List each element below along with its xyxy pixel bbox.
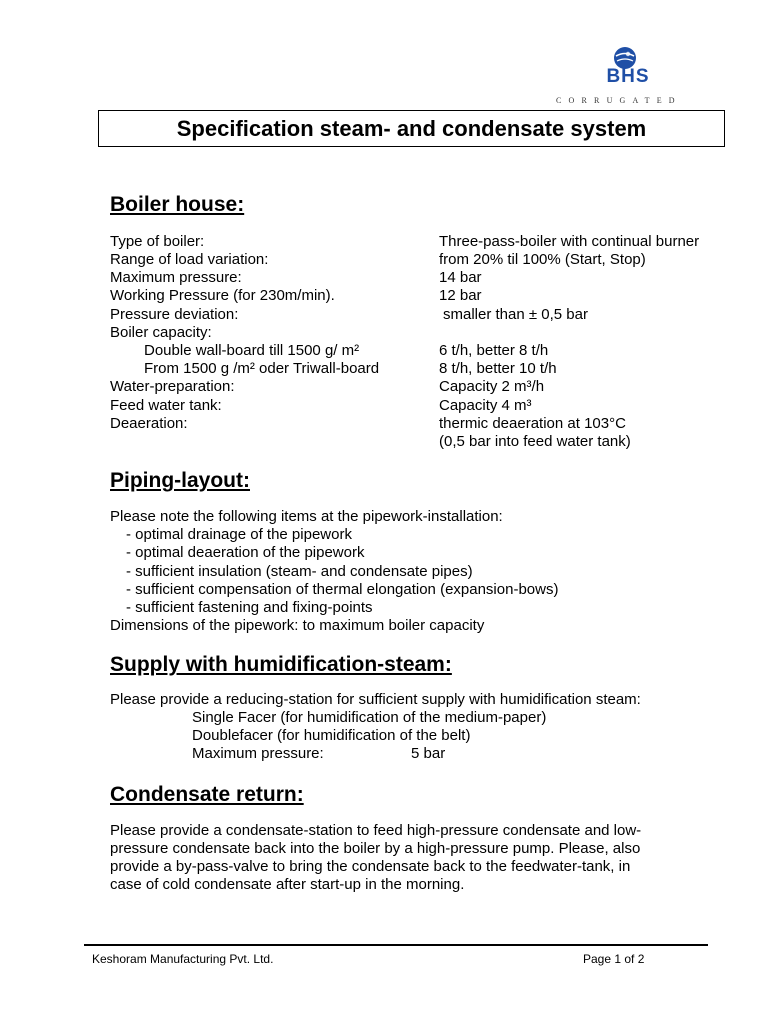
humidification-pressure-value: 5 bar	[411, 745, 446, 762]
list-item: - sufficient insulation (steam- and condensate pipes)	[126, 563, 473, 580]
humidification-intro: Please provide a reducing-station for sufficient supply with humidification steam:	[110, 691, 641, 708]
spec-label: Working Pressure (for 230m/min).	[110, 287, 335, 304]
spec-value: 8 t/h, better 10 t/h	[439, 360, 557, 377]
logo-subtitle: CORRUGATED	[556, 96, 682, 105]
spec-value: (0,5 bar into feed water tank)	[439, 433, 631, 450]
spec-label: Type of boiler:	[110, 233, 205, 250]
spec-label: Range of load variation:	[110, 251, 269, 268]
boiler-house-heading: Boiler house:	[110, 193, 245, 216]
footer-divider	[84, 944, 708, 946]
humidification-pressure-label: Maximum pressure:	[192, 745, 324, 762]
list-item: - optimal drainage of the pipework	[126, 526, 352, 543]
spec-label: Deaeration:	[110, 415, 188, 432]
spec-label: Water-preparation:	[110, 378, 235, 395]
spec-label: From 1500 g /m² oder Triwall-board	[144, 360, 380, 377]
spec-value: 14 bar	[439, 269, 482, 286]
humidification-doublefacer: Doublefacer (for humidification of the belt)	[192, 727, 471, 744]
spec-label: Double wall-board till 1500 g/ m²	[144, 342, 360, 359]
piping-intro: Please note the following items at the pipework-installation:	[110, 508, 503, 525]
humidification-single-facer: Single Facer (for humidification of the medium-paper)	[192, 709, 547, 726]
piping-outro: Dimensions of the pipework: to maximum boiler capacity	[110, 617, 485, 634]
spec-label: Boiler capacity:	[110, 324, 212, 341]
page-number: Page 1 of 2	[583, 952, 645, 966]
document-title-box	[98, 110, 725, 147]
condensate-text-line: case of cold condensate after start-up in the morning.	[110, 876, 465, 893]
footer-company: Keshoram Manufacturing Pvt. Ltd.	[92, 952, 274, 966]
spec-value: Capacity 4 m³	[439, 397, 532, 414]
spec-value: smaller than ± 0,5 bar	[443, 306, 588, 323]
spec-value: thermic deaeration at 103°C	[439, 415, 626, 432]
spec-label: Pressure deviation:	[110, 306, 239, 323]
condensate-text-line: pressure condensate back into the boiler by a high-pressure pump. Please, also	[110, 840, 641, 857]
spec-value: 6 t/h, better 8 t/h	[439, 342, 549, 359]
list-item: - sufficient compensation of thermal elongation (expansion-bows)	[126, 581, 559, 598]
spec-label: Maximum pressure:	[110, 269, 242, 286]
condensate-text-line: provide a by-pass-valve to bring the condensate back to the feedwater-tank, in	[110, 858, 631, 875]
condensate-text-line: Please provide a condensate-station to feed high-pressure condensate and low-	[110, 822, 642, 839]
logo-brand: BHS	[606, 66, 650, 87]
list-item: - sufficient fastening and fixing-points	[126, 599, 373, 616]
piping-layout-heading: Piping-layout:	[110, 469, 250, 492]
spec-label: Feed water tank:	[110, 397, 222, 414]
bhs-logo	[556, 46, 696, 108]
spec-value: 12 bar	[439, 287, 482, 304]
spec-value: Three-pass-boiler with continual burner	[439, 233, 700, 250]
document-title: Specification steam- and condensate system	[176, 115, 647, 141]
humidification-heading: Supply with humidification-steam:	[110, 653, 452, 676]
spec-value: from 20% til 100% (Start, Stop)	[439, 251, 646, 268]
spec-value: Capacity 2 m³/h	[439, 378, 545, 395]
condensate-heading: Condensate return:	[110, 783, 304, 806]
list-item: - optimal deaeration of the pipework	[126, 544, 365, 561]
